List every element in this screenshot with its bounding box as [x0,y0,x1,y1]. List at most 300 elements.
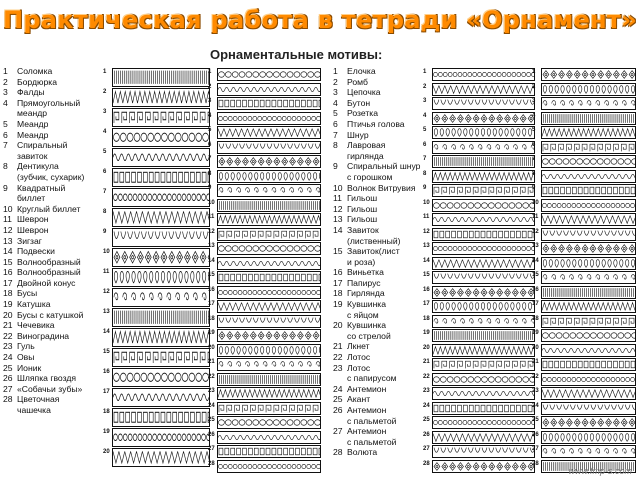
right-motif-item [333,394,420,405]
item-label: Прямоугольный [17,97,81,108]
left-motif-item [3,246,84,257]
item-label: Елочка [347,66,376,76]
ornament-band-2-15 [217,271,321,284]
left-motif-item [3,140,84,151]
band-number: 6 [103,169,107,175]
left-motif-item [3,384,84,395]
item-number: 12 [333,203,343,214]
item-label: Бусы [17,288,38,299]
band-number: 27 [208,446,215,452]
ornament-band-1-16 [112,368,210,387]
band-number: 24 [532,402,539,409]
ornament-band-2-13 [217,242,321,255]
band-number: 11 [103,269,110,275]
item-number: 1 [333,66,338,76]
item-label: с пальметой [347,436,397,447]
band-number: 16 [208,286,215,293]
item-label: Спиральный [17,140,68,151]
item-label: Антемион [347,426,387,437]
item-number: 20 [333,320,343,331]
item-number: 17 [333,277,343,288]
ornament-band-3-21 [432,358,535,371]
item-number: 5 [333,108,338,119]
item-label: Антемион [347,383,387,394]
ornament-band-2-27 [217,445,321,458]
band-number: 18 [208,315,215,322]
right-motif-item [333,204,420,215]
item-label: Волнообразный [17,256,81,267]
right-motif-item [333,246,420,257]
item-number: 25 [333,394,343,405]
right-motif-item [333,214,420,225]
band-number: 13 [103,309,110,315]
left-motif-item [3,225,84,236]
band-number: 27 [423,446,430,452]
item-number: 7 [333,129,338,140]
item-label: Бусы с катушкой [17,309,84,320]
left-motif-item [3,341,84,352]
ornament-band-3-25 [432,416,535,429]
page-subtitle: Орнаментальные мотивы: [210,47,383,62]
band-number: 6 [208,141,212,148]
item-label: с пальметой [347,415,397,426]
left-motif-item [3,278,84,289]
ornament-band-2-12 [217,228,321,241]
band-number: 26 [208,431,215,438]
left-motif-item [3,288,84,299]
band-number: 2 [423,83,427,90]
ornament-band-3-4 [432,112,535,125]
item-number: 14 [3,246,13,257]
band-number: 8 [103,209,107,215]
item-label: Бордюрка [17,76,57,87]
right-motif-item [333,437,420,448]
ornament-band-4-7 [541,155,636,168]
right-motif-item [333,405,420,416]
ornament-band-3-5 [432,126,535,139]
band-number: 17 [423,301,430,307]
item-label: Волюта [347,447,378,458]
band-number: 14 [423,257,430,264]
band-number: 9 [103,229,107,235]
right-motif-item [333,278,420,289]
band-number: 7 [532,156,536,162]
item-number: 9 [333,161,338,172]
right-motif-item [333,299,420,310]
item-number: 9 [3,182,8,193]
band-number: 4 [208,112,212,119]
item-number: 24 [3,352,13,363]
ornament-band-1-10 [112,248,210,267]
ornament-band-2-3 [217,97,321,110]
item-label: «Собачьи зубы» [17,383,83,394]
item-number: 28 [333,447,343,458]
ornament-band-1-7 [112,188,210,207]
right-motif-item [333,331,420,342]
band-number: 19 [208,330,215,336]
ornament-band-4-2 [541,83,636,96]
item-label: (зубчик, сухарик) [17,171,85,182]
ornament-band-3-15 [432,271,535,284]
item-number: 2 [333,76,338,87]
band-number: 9 [532,185,536,191]
ornament-band-2-26 [217,431,321,444]
item-number: 19 [333,299,343,310]
item-label: биллет [17,193,46,204]
ornament-band-2-9 [217,184,321,197]
band-number: 6 [532,141,536,148]
ornament-band-4-19 [541,329,636,342]
item-number: 1 [3,66,8,76]
left-motif-item [3,236,84,247]
item-number: 21 [3,320,13,331]
left-motif-item [3,310,84,321]
band-number: 28 [532,460,539,467]
band-number: 7 [103,189,107,195]
left-motif-item [3,257,84,268]
item-label: Волнок Витрувия [347,182,416,193]
left-motif-item [3,193,84,204]
band-number: 26 [532,431,539,438]
item-label: Катушка [17,299,51,310]
ornament-band-1-13 [112,308,210,327]
ornament-band-3-14 [432,257,535,270]
ornament-band-3-12 [432,228,535,241]
item-number: 13 [333,214,343,225]
ornament-band-3-6 [432,141,535,154]
item-label: Папирус [347,277,381,288]
ornament-band-3-16 [432,286,535,299]
ornament-band-4-11 [541,213,636,226]
ornament-band-3-1 [432,68,535,81]
item-label: Гильош [347,214,378,225]
left-motif-item [3,363,84,374]
band-number: 3 [208,98,212,104]
item-number: 23 [3,341,13,352]
item-label: Меандр [17,118,49,129]
band-number: 25 [208,417,215,423]
item-label: Овы [17,352,35,363]
ornament-band-4-17 [541,300,636,313]
item-label: Гильош [347,203,378,214]
ornament-band-2-4 [217,112,321,125]
band-number: 10 [423,199,430,206]
band-number: 18 [423,315,430,322]
item-label: со стрелой [347,330,391,341]
item-number: 4 [3,97,8,108]
band-number: 22 [532,373,539,380]
band-number: 5 [532,127,536,133]
ornament-band-2-2 [217,83,321,96]
ornament-band-2-20 [217,344,321,357]
ornament-band-2-16 [217,286,321,299]
item-number: 6 [3,129,8,140]
item-number: 6 [333,118,338,129]
band-number: 2 [103,89,107,95]
item-label: Кувшинка [347,299,387,310]
band-number: 12 [423,228,430,235]
item-number: 15 [3,256,13,267]
item-number: 18 [333,288,343,299]
ornament-band-1-11 [112,268,210,287]
ornament-band-4-23 [541,387,636,400]
right-motif-item [333,151,420,162]
right-motif-item [333,352,420,363]
left-motif-item [3,214,84,225]
item-label: Гуль [17,341,35,352]
left-motif-item [3,373,84,384]
band-number: 13 [532,243,539,249]
left-motif-item [3,66,84,77]
item-number: 16 [3,267,13,278]
item-label: Шнур [347,129,369,140]
item-label: Зигзаг [17,235,42,246]
left-motif-item [3,299,84,310]
right-motif-item [333,77,420,88]
band-number: 27 [532,446,539,452]
band-number: 26 [423,431,430,438]
ornament-band-4-25 [541,416,636,429]
ornament-band-1-17 [112,388,210,407]
band-number: 20 [423,344,430,351]
band-number: 8 [423,170,427,177]
right-motif-item [333,257,420,268]
ornament-band-2-8 [217,170,321,183]
ornament-band-3-8 [432,170,535,183]
band-number: 8 [532,170,536,177]
ornament-band-4-8 [541,170,636,183]
item-label: Фалды [17,87,45,98]
right-motif-item [333,66,420,77]
item-label: с папирусом [347,373,397,384]
ornament-band-4-21 [541,358,636,371]
ornament-band-3-11 [432,213,535,226]
ornament-band-2-17 [217,300,321,313]
ornament-band-2-19 [217,329,321,342]
ornament-band-1-14 [112,328,210,347]
ornament-band-1-1 [112,68,210,87]
ornament-band-1-2 [112,88,210,107]
ornament-band-4-22 [541,373,636,386]
item-number: 11 [333,193,342,204]
right-motif-item [333,363,420,374]
band-number: 13 [423,243,430,249]
item-label: Лотос [347,362,371,373]
ornament-band-4-27 [541,445,636,458]
item-number: 20 [3,309,13,320]
left-motif-item [3,331,84,342]
item-label: Ромб [347,76,368,87]
band-number: 20 [103,449,110,455]
ornament-band-3-2 [432,83,535,96]
band-number: 15 [532,272,539,278]
ornament-band-1-6 [112,168,210,187]
ornament-band-4-3 [541,97,636,110]
item-label: Подвески [17,246,55,257]
band-number: 21 [532,359,539,365]
ornament-band-3-13 [432,242,535,255]
item-number: 11 [3,214,12,225]
ornament-band-2-28 [217,460,321,473]
ornament-band-2-24 [217,402,321,415]
band-number: 17 [208,301,215,307]
band-number: 21 [423,359,430,365]
ornament-band-1-19 [112,428,210,447]
band-number: 13 [208,243,215,249]
item-label: Спиральный шнур [347,161,421,172]
item-label: Дентикула [17,161,59,172]
band-number: 14 [103,329,110,335]
band-number: 19 [103,429,110,435]
band-number: 4 [103,129,107,135]
band-number: 5 [103,149,107,155]
item-number: 17 [3,277,13,288]
item-number: 3 [333,87,338,98]
band-number: 21 [208,359,215,365]
item-label: Шеврон [17,214,49,225]
band-number: 10 [103,249,110,255]
item-label: гирлянда [347,150,384,161]
band-number: 28 [208,460,215,467]
item-number: 18 [3,288,13,299]
band-number: 16 [423,286,430,293]
left-motif-item [3,119,84,130]
band-number: 22 [423,373,430,380]
ornament-band-3-3 [432,97,535,110]
ornament-band-1-12 [112,288,210,307]
right-motif-item [333,310,420,321]
right-motif-item [333,267,420,278]
band-number: 9 [423,185,427,191]
item-label: Акант [347,394,371,405]
item-label: Ионик [17,362,42,373]
item-number: 21 [333,341,343,352]
left-motif-item [3,172,84,183]
band-number: 4 [532,112,536,119]
band-number: 2 [208,83,212,90]
item-number: 22 [3,330,13,341]
ornament-band-1-20 [112,448,210,467]
ornament-band-4-9 [541,184,636,197]
ornament-band-3-20 [432,344,535,357]
ornament-band-3-10 [432,199,535,212]
item-label: Кувшинка [347,320,387,331]
item-number: 3 [3,87,8,98]
ornament-band-2-25 [217,416,321,429]
item-label: меандр [17,108,48,119]
item-number: 10 [333,182,343,193]
ornament-band-3-19 [432,329,535,342]
left-motif-item [3,352,84,363]
band-number: 17 [532,301,539,307]
item-number: 4 [333,97,338,108]
band-number: 23 [423,388,430,394]
ornament-band-2-11 [217,213,321,226]
left-motif-item [3,267,84,278]
ornament-band-4-26 [541,431,636,444]
band-number: 20 [532,344,539,351]
left-motif-item [3,130,84,141]
right-motif-item [333,98,420,109]
item-number: 27 [333,426,343,437]
item-label: Завиток(лист [347,246,400,257]
band-number: 25 [532,417,539,423]
ornament-band-3-26 [432,431,535,444]
ornament-band-3-28 [432,460,535,473]
item-label: Розетка [347,108,379,119]
ornament-band-3-7 [432,155,535,168]
right-motif-item [333,183,420,194]
item-number: 14 [333,224,343,235]
item-label: (лиственный) [347,235,401,246]
item-number: 15 [333,246,343,257]
ornament-band-4-24 [541,402,636,415]
right-motif-item [333,130,420,141]
band-number: 10 [208,199,215,206]
item-label: и роза) [347,256,376,267]
band-number: 19 [423,330,430,336]
band-number: 7 [208,156,212,162]
item-label: Бутон [347,97,371,108]
right-motif-list [333,66,420,458]
right-motif-item [333,320,420,331]
ornament-band-1-5 [112,148,210,167]
item-label: Чечевика [17,320,55,331]
item-label: Лавровая [347,140,386,151]
left-motif-item [3,320,84,331]
ornament-band-4-6 [541,141,636,154]
item-number: 10 [3,203,13,214]
ornament-band-3-24 [432,402,535,415]
band-number: 24 [208,402,215,409]
ornament-band-2-23 [217,387,321,400]
ornament-band-2-22 [217,373,321,386]
item-label: Квадратный [17,182,66,193]
item-number: 19 [3,299,13,310]
item-number: 22 [333,352,343,363]
item-number: 7 [3,140,8,151]
band-number: 14 [532,257,539,264]
right-motif-item [333,288,420,299]
band-number: 11 [532,214,539,220]
right-motif-item [333,236,420,247]
ornament-band-4-13 [541,242,636,255]
band-number: 2 [532,83,536,90]
ornament-band-3-17 [432,300,535,313]
right-motif-item [333,87,420,98]
item-label: Цепочка [347,87,381,98]
item-label: Виноградина [17,330,70,341]
watermark: www.fmp-s.com [568,466,632,476]
band-number: 1 [423,69,427,75]
ornament-band-4-16 [541,286,636,299]
left-motif-item [3,405,84,416]
ornament-band-3-23 [432,387,535,400]
item-label: Завиток [347,224,379,235]
item-label: Круглый биллет [17,203,81,214]
band-number: 23 [208,388,215,394]
item-label: завиток [17,150,48,161]
right-motif-item [333,119,420,130]
band-number: 1 [532,69,536,75]
band-number: 23 [532,388,539,394]
ornament-band-4-14 [541,257,636,270]
ornament-band-4-1 [541,68,636,81]
band-number: 20 [208,344,215,351]
right-motif-item [333,193,420,204]
item-label: Антемион [347,405,387,415]
left-motif-item [3,151,84,162]
